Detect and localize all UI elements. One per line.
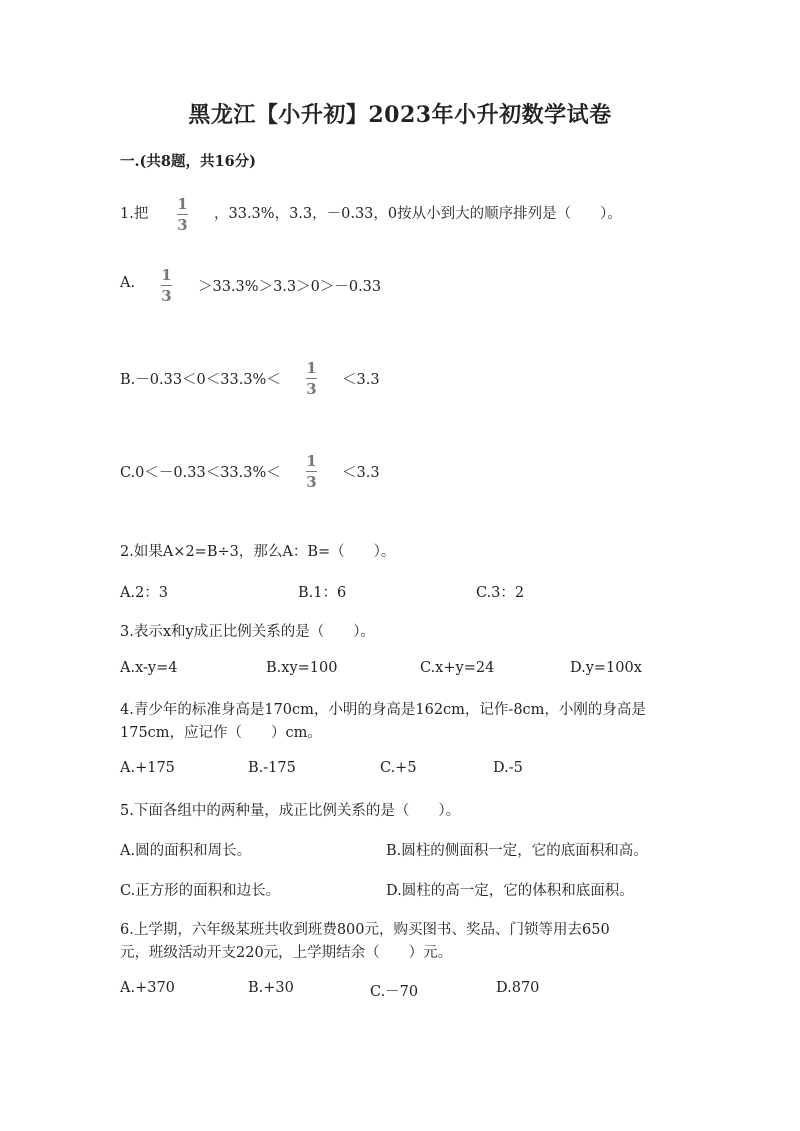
fraction-numerator: 1	[306, 359, 317, 377]
fraction-denominator: 3	[177, 216, 188, 234]
question-4-stem-line-2: 175cm，应记作（ ）cm。	[120, 725, 322, 741]
question-4-option-c: C.+5	[380, 760, 417, 776]
question-5-option-b: B.圆柱的侧面积一定，它的底面积和高。	[386, 843, 648, 859]
question-1-option-b-suffix: ＜3.3	[342, 372, 380, 388]
question-1-option-b: B.－0.33＜0＜33.3%＜	[120, 372, 281, 388]
question-6-option-d: D.870	[496, 980, 540, 996]
question-6-option-b: B.+30	[248, 980, 294, 996]
question-4-stem-line-1: 4.青少年的标准身高是170cm，小明的身高是162cm，记作-8cm，小刚的身高是	[120, 702, 646, 718]
question-1-option-c-suffix: ＜3.3	[342, 465, 380, 481]
question-4-option-d: D.-5	[493, 760, 523, 776]
question-2-option-a: A.2：3	[120, 585, 169, 601]
question-3-option-c: C.x+y=24	[420, 660, 495, 676]
question-1-stem: ，33.3%，3.3，－0.33，0按从小到大的顺序排列是（ ）。	[214, 206, 622, 222]
question-6-option-a: A.+370	[120, 980, 175, 996]
question-3-option-b: B.xy=100	[266, 660, 338, 676]
question-3-stem: 3.表示x和y成正比例关系的是（ ）。	[120, 624, 375, 640]
fraction-denominator: 3	[306, 473, 317, 491]
fraction-denominator: 3	[306, 380, 317, 398]
question-1-option-c: C.0＜－0.33＜33.3%＜	[120, 465, 281, 481]
fraction-one-third	[161, 268, 172, 304]
question-3-option-d: D.y=100x	[570, 660, 642, 676]
question-5-option-c: C.正方形的面积和边长。	[120, 883, 281, 899]
question-2-option-b: B.1：6	[298, 585, 347, 601]
fraction-one-third	[306, 361, 317, 397]
fraction-one-third	[177, 197, 188, 233]
fraction-one-third	[306, 454, 317, 490]
question-3-option-a: A.x-y=4	[120, 660, 178, 676]
question-1-option-a: ＞33.3%＞3.3＞0＞－0.33	[198, 279, 382, 295]
question-5-option-a: A.圆的面积和周长。	[120, 843, 252, 859]
question-2-stem: 2.如果A×2=B÷3，那么A：B=（ ）。	[120, 544, 396, 560]
question-1-stem-prefix: 1.把	[120, 206, 149, 222]
question-2-option-c: C.3：2	[476, 585, 525, 601]
fraction-numerator: 1	[161, 266, 172, 284]
question-4-option-b: B.-175	[248, 760, 296, 776]
question-5-stem: 5.下面各组中的两种量，成正比例关系的是（ ）。	[120, 803, 461, 819]
page-title: 黑龙江【小升初】2023年小升初数学试卷	[188, 102, 612, 128]
section-heading: 一.(共8题，共16分)	[120, 153, 257, 170]
question-5-option-d: D.圆柱的高一定，它的体积和底面积。	[386, 883, 634, 899]
question-6-option-c: C.－70	[370, 984, 419, 1000]
question-4-option-a: A.+175	[120, 760, 175, 776]
fraction-denominator: 3	[161, 287, 172, 305]
question-1-option-a-label: A.	[120, 275, 136, 291]
question-6-stem-line-2: 元，班级活动开支220元，上学期结余（ ）元。	[120, 945, 453, 961]
fraction-numerator: 1	[306, 452, 317, 470]
fraction-numerator: 1	[177, 195, 188, 213]
question-6-stem-line-1: 6.上学期，六年级某班共收到班费800元，购买图书、奖品、门锁等用去650	[120, 922, 610, 938]
